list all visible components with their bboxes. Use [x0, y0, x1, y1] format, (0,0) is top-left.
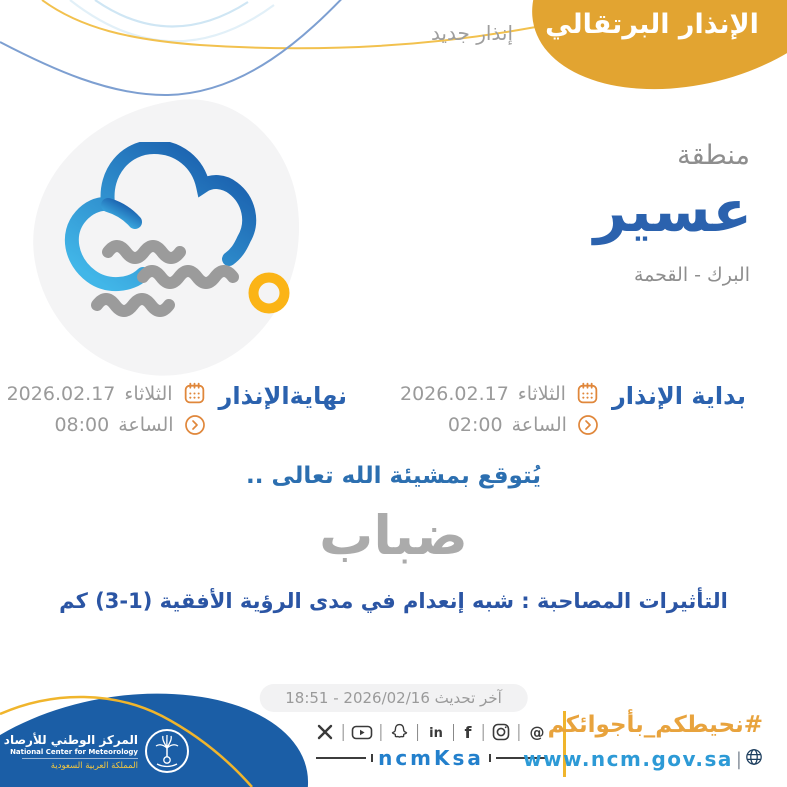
icon-separator: | [414, 721, 421, 742]
social-handle[interactable]: ncmKsa [378, 746, 484, 770]
linkedin-icon[interactable] [426, 722, 446, 742]
alert-end-date-row [7, 381, 207, 406]
alert-start-title: بداية الإنذار [611, 382, 746, 410]
calendar-icon [575, 381, 600, 406]
icon-separator: | [378, 721, 384, 742]
alert-start-date-row [400, 381, 600, 406]
svg-text:f: f [464, 723, 472, 742]
ncm-logo-text [3, 733, 138, 771]
alert-end-date: 2026.02.17 [6, 382, 116, 405]
region-name: عسير [593, 177, 752, 245]
social-icons-row [300, 722, 562, 742]
org-name-english: National Center for Meteorology [10, 748, 138, 756]
alert-end-time-row [7, 413, 207, 437]
icon-separator: | [450, 721, 457, 742]
alert-start-date: 2026.02.17 [400, 382, 509, 405]
icon-separator: | [515, 721, 522, 742]
forecast-phenomenon: ضباب [319, 504, 468, 567]
alert-end-title: نهايةالإنذار [218, 382, 347, 410]
clock-icon [576, 413, 600, 437]
org-name-arabic: المركز الوطني للأرصاد [3, 733, 138, 747]
website-link[interactable]: www.ncm.gov.sa [523, 747, 733, 771]
forecast-intro: يُتوقع بمشيئة الله تعالى .. [246, 463, 541, 489]
fog-weather-icon [55, 142, 295, 322]
alert-level-badge: الإنذار البرتقالي [545, 9, 759, 40]
icon-separator: | [480, 721, 486, 742]
alert-end-block [7, 381, 347, 437]
svg-text:in: in [428, 726, 443, 741]
campaign-hashtag[interactable]: #نحيطكم_بأجوائكم [547, 712, 763, 738]
x-twitter-icon[interactable] [315, 722, 335, 742]
region-label: منطقة [677, 140, 750, 171]
facebook-icon[interactable] [461, 722, 475, 742]
alert-start-hour-label: الساعة [511, 414, 567, 436]
website-row [523, 747, 763, 771]
svg-text:@: @ [529, 723, 545, 742]
alert-start-time: 02:00 [447, 414, 503, 436]
new-alert-label: إنذار جديد [430, 21, 514, 45]
alert-start-day: الثلاثاء [517, 382, 566, 405]
handle-tick-left [371, 754, 373, 762]
snapchat-icon[interactable] [389, 722, 410, 742]
region-governorates: البرك - القحمة [634, 264, 750, 286]
alert-end-time: 08:00 [54, 414, 110, 436]
last-update-badge: آخر تحديث 2026/02/16 - 18:51 [259, 684, 528, 712]
threads-icon[interactable] [527, 722, 547, 742]
clock-icon [183, 413, 207, 437]
alert-end-day: الثلاثاء [124, 382, 173, 405]
calendar-icon [182, 381, 207, 406]
handle-tick-right [489, 754, 491, 762]
youtube-icon[interactable] [351, 722, 373, 742]
website-separator: | [735, 748, 742, 770]
icon-separator: | [340, 721, 347, 742]
forecast-effects: التأثيرات المصاحبة : شبه إنعدام في مدى الرؤية الأفقية (1-3) كم [59, 589, 728, 613]
alert-start-time-row [400, 413, 600, 437]
org-country: المملكة العربية السعودية [22, 758, 138, 771]
ncm-logo-emblem [143, 727, 191, 775]
handle-line-left [316, 757, 366, 759]
alert-end-hour-label: الساعة [118, 414, 174, 436]
globe-icon [745, 748, 763, 770]
instagram-icon[interactable] [491, 722, 511, 742]
alert-start-block [400, 381, 746, 437]
